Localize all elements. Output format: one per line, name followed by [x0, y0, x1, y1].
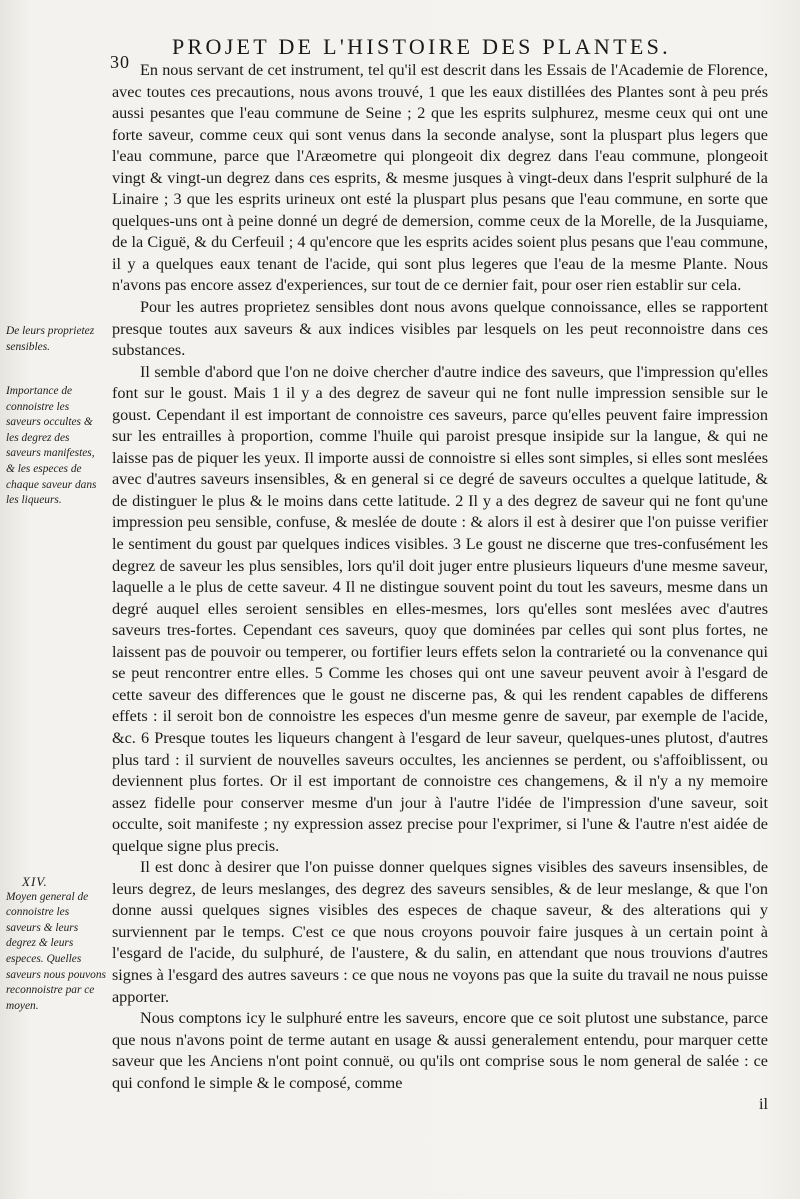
paragraph-sulphure: Nous comptons icy le sulphuré entre les saveurs, encore que ce soit plutost une substance, parce que nous n'avons point de terme autant en usage & aussi generalement entendu, pour marquer cette saveur que les Anciens n'ont point connuë, ou qu'ils ont comprise sous le nom general de salée : ce qui confond le simple & le composé, comme: [112, 1009, 768, 1092]
paragraph-proprietez: Pour les autres proprietez sensibles dont nous avons quelque connoissance, elles se rapportent presque toutes aux saveurs & aux indices visibles par lesquels on les peut reconnoistre dans ces substances.: [112, 298, 768, 360]
margin-note-proprietez: [6, 324, 106, 355]
paragraph-signes: Il est donc à desirer que l'on puisse donner quelques signes visibles des saveurs insensibles, de leurs degrez, de leurs meslanges, des degrez des saveurs sensibles, & de leur meslange, & que l'on donne aussi quelques signes visibles des especes de chaque saveur, & des alterations qui y surviennent par le temps. C'est ce que nous croyons pouvoir faire jusques à un certain point à l'esgard de l'acide, du sulphuré, de l'austere, & du salin, en attendant que nous trouvions d'autres signes à l'esgard des autres saveurs : ce que nous ne voyons pas que la suite du travail ne nous puisse apporter.: [112, 858, 768, 1006]
margin-note-text: De leurs proprietez sensibles.: [6, 325, 95, 353]
paragraph-instrument: En nous servant de cet instrument, tel qu'il est descrit dans les Essais de l'Academie de Florence, avec toutes ces precautions, nous avons trouvé, 1 que les eaux distillées des Plantes sont à peu prés aussi pesantes que l'eau commune de Seine ; 2 que les esprits sulphurez, mesme ceux qui ont une forte saveur, comme ceux qui sont venus dans la seconde analyse, sont la pluspart plus legers que l'eau commune, parce que l'Aræometre qui plongeoit dix degrez dans l'eau commune, plongeoit vingt & vingt-un degrez dans ces esprits, & mesme jusques à vingt-deux dans l'esprit sulphuré de la Linaire ; 3 que les esprits urineux ont esté la pluspart plus pesans que l'eau commune, en sorte que quelques-uns ont à peine donné un degré de demersion, comme ceux de la Morelle, de la Jusquiame, de la Ciguë, & du Cerfeuil ; 4 qu'encore que les esprits acides soient plus pesans que l'eau commune, il y a quelques eaux tenant de l'acide, qui sont plus legeres que l'eau de la mesme Plante. Nous n'avons pas encore assez d'experiences, sur tout de ce dernier fait, pour oser rien establir sur cela.: [112, 61, 768, 295]
catchword: il: [759, 1095, 768, 1114]
margin-note-section-number: XIV.: [22, 874, 48, 889]
margin-note-text: Moyen general de connoistre les saveurs & leurs degrez & leurs especes. Quelles saveurs nous pouvons reconnoistre par ce moyen.: [6, 890, 106, 1012]
margin-note-text: Importance de connoistre les saveurs occultes & les degrez des saveurs manifestes, & les especes de chaque saveur dans les liqueurs.: [6, 385, 97, 507]
running-title: PROJET DE L'HISTOIRE DES PLANTES.: [172, 34, 671, 59]
main-text: [112, 60, 768, 1116]
margin-note-importance: [6, 384, 106, 509]
margin-note-moyen: [6, 874, 106, 1014]
paragraph-saveurs: Il semble d'abord que l'on ne doive chercher d'autre indice des saveurs, que l'impression qu'elles font sur le goust. Mais 1 il y a des degrez de saveur qui ne font nulle impression sensible sur le goust. Cependant il est important de connoistre ces saveurs, parce qu'elles peuvent faire impression sur les entrailles à proportion, comme l'huile qui paroist presque insipide sur la langue, & qui ne laisse pas de piquer les yeux. Il importe aussi de connoistre si elles sont simples, si elles sont meslées avec d'autres saveurs insensibles, & en general si ce degré de saveurs occultes a quelque latitude, & de distinguer le plus & le moins dans cette latitude. 2 Il y a des degrez de saveur qui ne font qu'une impression peu sensible, confuse, & meslée de doute : & alors il est à desirer que l'on puisse verifier le sentiment du goust par quelques indices visibles. 3 Le goust ne discerne que tres-confusément les degrez de saveur les plus sensibles, lors qu'il doit juger entre plusieurs liqueurs d'une mesme saveur, laquelle a le plus de cette saveur. 4 Il ne distingue souvent point du tout les saveurs, mesme dans un degré auquel elles seroient sensibles en elles-mesmes, lors qu'elles sont meslées avec d'autres saveurs tres-fortes. Cependant ces saveurs, quoy que dominées par celles qui sont plus fortes, ne laissent pas de pouvoir ou temperer, ou fortifier leurs effets selon la contrarieté ou la convenance qui se peut rencontrer entre elles. 5 Comme les choses qui ont une saveur peuvent avoir à l'esgard de cette saveur des differences que le goust ne discerne pas, & qui les rendent capables de differens effets : il seroit bon de connoistre les especes d'un mesme genre de saveur, par exemple de l'acide, &c. 6 Presque toutes les liqueurs changent à l'esgard de leur saveur, quelques-unes plutost, d'autres plus tard : il survient de nouvelles saveurs occultes, les anciennes se perdent, ou s'affoiblissent, ou deviennent plus fortes. Or il est important de connoistre ces changemens, & il n'y a ny memoire assez fidelle pour conserver mesme d'un jour à l'autre l'idée de l'impression d'une saveur, soit occulte, soit manifeste ; ny expression assez precise pour l'exprimer, si l'une & l'autre n'est aidée de quelque signe plus precis.: [112, 362, 768, 855]
page-number: 30: [110, 52, 130, 72]
